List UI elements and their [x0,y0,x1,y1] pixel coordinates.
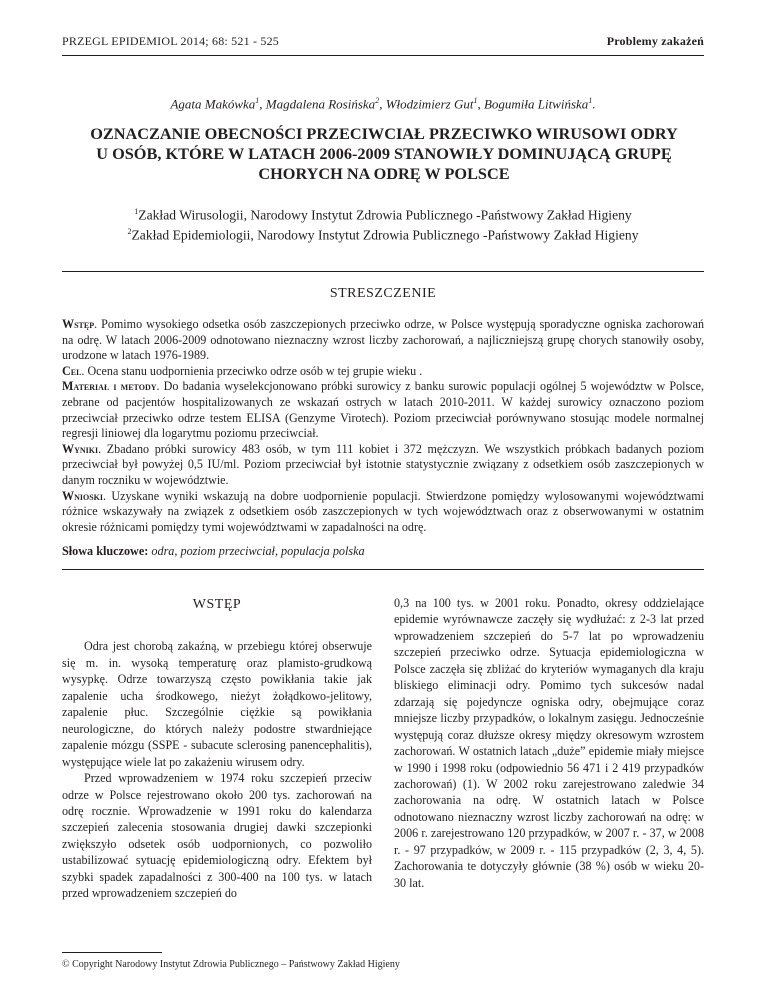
header-rule [62,55,704,56]
abstract-label-separator: . [81,363,88,378]
keywords [62,544,704,559]
abstract-section-text: Do badania wyselekcjonowano próbki surowicy z banku surowic populacji ogólnej 5 województw w Polsce, zebrane od pacjentów hospitalizowanych ze wskazań ostrych w latach 2010-2011. W każdej surowicy oznaczono poziom przeciwciał przeciwko odrze testem ELISA (Genzyme Virotech). Poziom przeciwciał porównywano stosując modele normalnej regresji liniowej dla logarytmu poziomu przeciwciał. [62,379,705,441]
abstract-label-separator: . [94,317,102,331]
abstract-heading: STRESZCZENIE [329,286,437,301]
abstract-label-separator: . [98,441,107,456]
abstract-section-text: Uzyskane wyniki wskazują na dobre uodpornienie populacji. Stwierdzone pomiędzy wylosowanymi województwami różnice wskazywały na związek z odsetkiem osób zaszczepionych w tych województwach oraz z obserwowanymi w ostatnim okresie różnicami pomiędzy tymi województwami w zapadalności na odrę. [62,488,705,534]
author-name: Magdalena Rosińska [265,96,376,112]
abstract-section-label: Materiał i metody [62,379,157,394]
paper-title [80,124,688,184]
abstract-section-label: Cel [62,363,82,378]
keywords-value: odra, poziom przeciwciał, populacja polska [151,544,365,558]
copyright-footnote: © Copyright Narodowy Instytut Zdrowia Publicznego – Państwowy Zakład Higieny [62,959,400,970]
body-paragraph: Odra jest chorobą zakaźną, w przebiegu której obserwuje się m. in. wysoką temperaturę oraz plamisto-grudkową wysypkę. Odrze towarzyszą często powikłania takie jak zapalenie ucha środkowego, nieżyt żołądkowo-jelitowy, zapalenie płuc. Szczególnie ciężkie są powikłania neurologiczne, do których należy podostre stwardniejące zapalenie mózgu (SSPE - subacute sclerosing panencephalitis), występujące wiele lat po zakażeniu wirusem odry. [62,639,372,769]
author-name: Włodzimierz Gut [385,96,474,112]
abstract-section [62,364,704,380]
left-column-text [62,638,372,901]
body-paragraph: 0,3 na 100 tys. w 2001 roku. Ponadto, okresy oddzielające epidemie wyrównawcze zaczęły się wydłużać: z 2-3 lat przed wprowadzeniem szczepień do 5-7 lat po wprowadzeniu szczepień przeciwko odrze. Sytuacja epidemiologiczna w Polsce zaczęła się zbliżać do kryteriów wymaganych dla kraju bliskiego eliminacji odry. Pomimo tych sukcesów nadal zdarzają się pojedyncze ogniska odry, obejmujące coraz mniejsze liczby przypadków, o lokalnym zasięgu. Jednocześnie występują coraz dłuższe okresy między okresowym wzrostem zachorowań. W ostatnich latach „duże” epidemie miały miejsce w 1990 i 1998 roku (odpowiednio 56 471 i 2 419 przypadków zachorowań) (1). W 2002 roku zarejestrowano zaledwie 34 zachorowania na odrę. W ostatnich latach w Polsce odnotowano nieznaczny wzrost liczby zachorowań na odrę: w 2006 r. zarejestrowano 120 przypadków, w 2007 r. - 37, w 2008 r. - 97 przypadków, w 2009 r. - 115 przypadków (2, 3, 4, 5). Zachorowania te dotyczyły głównie (38 %) osób w wieku 20-30 lat. [394,596,704,890]
abstract-section [62,379,704,441]
affiliation-number: 1 [134,207,139,216]
abstract-section-label: Wyniki [62,441,99,456]
affiliation-text: Zakład Epidemiologii, Narodowy Instytut Zdrowia Publicznego -Państwowy Zakład Higieny [131,227,639,243]
section-label: Problemy zakażeń [606,34,704,48]
abstract-section-text: Pomimo wysokiego odsetka osób zaszczepionych przeciwko odrze, w Polsce występują sporadyczne ogniska zachorowań na odrę. W latach 2006-2009 odnotowano nieznaczny wzrost liczby zachorowań, a najliczniejszą grupę chorych stanowiły osoby, urodzone w latach 1976-1989. [62,317,705,363]
abstract-section [62,489,704,536]
keywords-label: Słowa kluczowe: [62,544,149,558]
affiliation-number: 2 [127,227,132,236]
affiliation-2 [62,227,704,244]
abstract-top-rule [62,271,704,272]
affiliation-text: Zakład Wirusologii, Narodowy Instytut Zdrowia Publicznego -Państwowy Zakład Higieny [138,207,632,223]
title-line: U OSÓB, KTÓRE W LATACH 2006-2009 STANOWIŁY DOMINUJĄCĄ GRUPĘ [96,144,672,163]
column-right [394,595,704,891]
author-name: Agata Makówka [170,96,256,112]
author-name: Bogumiła Litwińska [483,96,589,112]
abstract-body [62,317,704,535]
affiliation-1 [62,207,704,224]
abstract-section [62,442,704,489]
author-separator: , [477,96,484,112]
section-heading-wstep: WSTĘP [192,597,242,612]
title-line: CHORYCH NA ODRĘ W POLSCE [258,164,510,183]
keywords-rule [62,569,704,570]
author-affiliation-number: 2 [375,96,380,105]
abstract-label-separator: . [103,488,112,503]
abstract-section-label: Wstęp [62,317,95,331]
author-separator: . [592,96,596,112]
abstract-section [62,317,704,364]
journal-citation: PRZEGL EPIDEMIOL 2014; 68: 521 - 525 [62,34,279,48]
author-separator: , [259,96,266,112]
title-line: OZNACZANIE OBECNOŚCI PRZECIWCIAŁ PRZECIWKO WIRUSOWI ODRY [90,124,678,143]
author-affiliation-number: 1 [473,96,478,105]
abstract-section-text: Zbadano próbki surowicy 483 osób, w tym 111 kobiet i 372 mężczyzn. We wszystkich próbkach badanych poziom przeciwciał był powyżej 0,5 IU/ml. Poziom przeciwciał był istotnie statystycznie związany z odsetkiem osób zaszczepionych w danym roczniku w województwie. [62,441,705,487]
author-affiliation-number: 1 [588,96,593,105]
author-list [62,96,704,112]
footnote-rule [62,952,162,953]
abstract-label-separator: . [156,379,164,394]
body-paragraph: Przed wprowadzeniem w 1974 roku szczepień przeciw odrze w Polsce rejestrowano około 200 tys. zachorowań na odrę rocznie. Wprowadzenie w 1991 roku do kalendarza szczepień zalecenia stosowania drugiej dawki szczepionki zwiększyło odsetek osób uodpornionych, co pozwoliło ustabilizować sytuację epidemiologiczną odry. Efektem był szybki spadek zapadalności z 300-400 na 100 tys. w latach przed wprowadzeniem szczepień do [62,771,372,901]
column-left [62,597,372,902]
abstract-section-label: Wnioski [62,488,103,503]
right-column-text [394,595,704,891]
abstract-section-text: Ocena stanu uodpornienia przeciwko odrze osób w tej grupie wieku . [87,363,423,378]
author-separator: , [379,96,386,112]
author-affiliation-number: 1 [255,96,260,105]
